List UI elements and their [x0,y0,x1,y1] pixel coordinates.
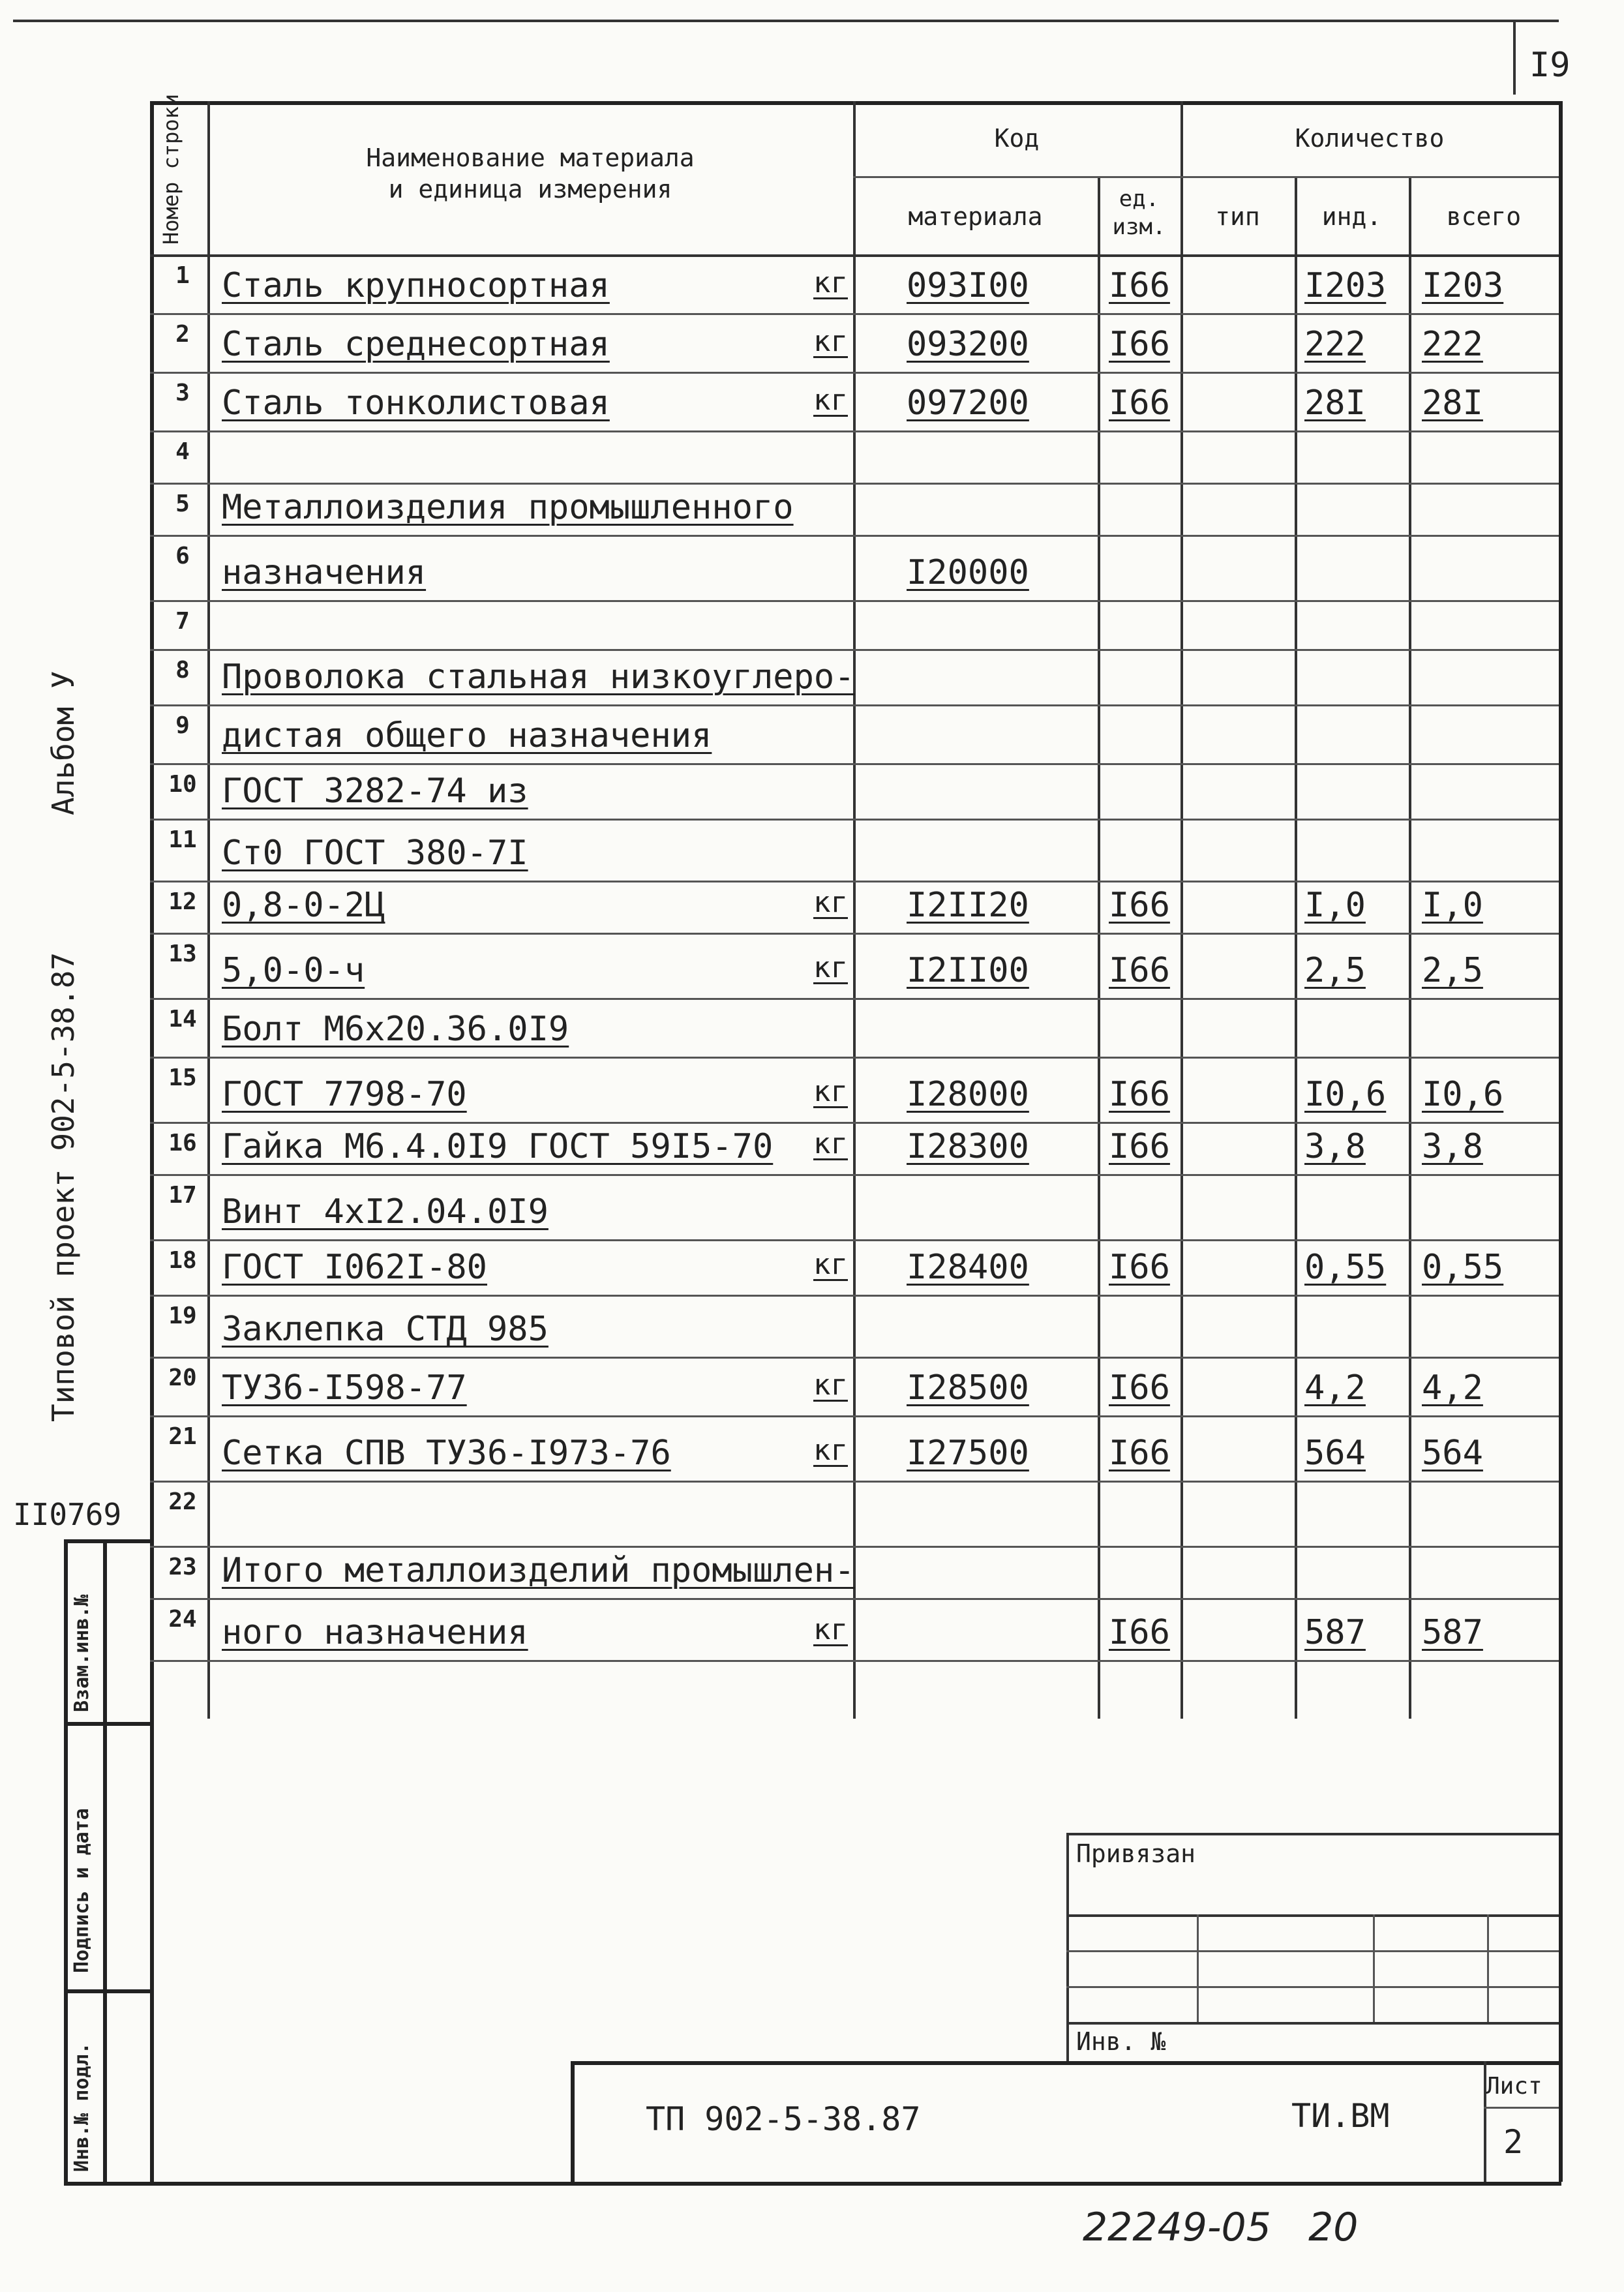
page-number: I9 [1529,46,1571,85]
stamp-line-3 [1066,1986,1559,1988]
qty-total: 4,2 [1422,1368,1483,1408]
project-label: Типовой проект 902-5-38.87 [46,952,81,1422]
row-number: 10 [168,771,197,798]
doc-mark: ТИ.ВМ [1291,2097,1390,2135]
header-quantity: Количество [1295,124,1445,153]
footer-number: 22249-05 20 [1083,2205,1359,2250]
material-code: 097200 [907,384,1029,423]
row-number: 11 [168,826,197,853]
material-name: Сетка СПВ ТУ36-I973-76 [222,1434,671,1473]
unit-label: кг [813,1248,848,1281]
vzam-label: Взам.инв.№ [70,1594,93,1712]
material-name: 0,8-0-2Ц [222,886,385,925]
row-separator [150,819,1559,821]
row-separator [150,313,1559,315]
podpis-label: Подпись и дата [70,1808,93,1973]
unit-label: кг [813,886,848,919]
qty-ind: I203 [1304,266,1387,305]
row-separator [150,763,1559,765]
material-name: Гайка М6.4.0I9 ГОСТ 59I5-70 [222,1127,774,1166]
stamp-line-2 [1066,1950,1559,1952]
material-name: Сталь тонколистовая [222,384,610,423]
material-code: 093I00 [907,266,1029,305]
material-code: I2II20 [907,886,1029,925]
row-number: 24 [168,1606,197,1633]
stamp-col-left [64,1539,68,2182]
unit-label: кг [813,1127,848,1160]
qty-ind: 4,2 [1304,1368,1366,1408]
stamp-line-1 [1066,1914,1559,1917]
row-separator [150,1598,1559,1600]
unit-code: I66 [1109,951,1170,990]
row-separator [150,372,1559,374]
col-line-name [853,101,856,1719]
row-separator [150,483,1559,485]
qty-total: I203 [1422,266,1504,305]
stamp-vline-1 [1197,1914,1199,2022]
row-separator [150,1415,1559,1417]
material-name: ГОСТ I062I-80 [222,1248,487,1287]
row-number: 9 [175,712,190,739]
stamp-left [1066,1833,1069,2061]
qty-ind: 3,8 [1304,1127,1366,1166]
qty-ind: 587 [1304,1613,1366,1652]
row-number: 19 [168,1303,197,1329]
material-name: ГОСТ 3282-74 из [222,772,528,811]
sheet-label: Лист [1486,2073,1542,2100]
qty-ind: 28I [1304,384,1366,423]
col-line-code [1098,176,1100,1719]
header-qty-type: тип [1215,202,1260,231]
qty-total: 2,5 [1422,951,1483,990]
stamp-vline-2 [1373,1914,1375,2022]
material-name: Сталь среднесортная [222,325,610,364]
inv-podl-label: Инв.№ подл. [70,2042,93,2172]
row-number: 21 [168,1423,197,1450]
row-separator [150,1174,1559,1176]
row-separator [150,535,1559,537]
header-qty-ind: инд. [1321,202,1382,231]
header-code: Код [994,124,1040,153]
material-name: дистая общего назначения [222,716,712,755]
row-number: 20 [168,1365,197,1391]
unit-code: I66 [1109,266,1170,305]
stamp-privyazan: Привязан [1076,1839,1196,1868]
header-name-1: Наименование материала [366,143,695,172]
material-name: Итого металлоизделий промышлен- [222,1551,855,1590]
material-name: назначения [222,553,427,592]
material-name: Заклепка СТД 985 [222,1310,549,1349]
unit-label: кг [813,1613,848,1646]
header-bottom [150,254,1559,257]
title-block-top [571,2061,1559,2065]
header-subline [853,176,1559,178]
row-separator [150,1357,1559,1359]
row-number: 23 [168,1554,197,1580]
qty-total: 28I [1422,384,1483,423]
qty-total: 587 [1422,1613,1483,1652]
doc-code: ТП 902-5-38.87 [646,2100,921,2138]
row-number: 13 [168,941,197,967]
qty-ind: I0,6 [1304,1075,1387,1114]
frame-right [1559,101,1563,2182]
header-row-no: Номер строки [158,93,183,245]
qty-ind: 222 [1304,325,1366,364]
qty-total: I,0 [1422,886,1483,925]
header-code-unit-1: ед. [1119,186,1160,212]
row-number: 12 [168,888,197,915]
unit-label: кг [813,266,848,299]
row-separator [150,1057,1559,1059]
col-line-unit [1180,101,1183,1719]
row-separator [150,998,1559,1000]
qty-total: 3,8 [1422,1127,1483,1166]
unit-code: I66 [1109,1368,1170,1408]
stamp-col-top [64,1539,153,1543]
qty-total: I0,6 [1422,1075,1504,1114]
stamp-col-div1 [64,1722,153,1726]
sheet-cell-divider [1484,2107,1559,2109]
album-label: Альбом У [46,671,81,815]
material-code: I20000 [907,553,1029,592]
unit-code: I66 [1109,1248,1170,1287]
stamp-col-bottom [64,2182,153,2186]
top-border [13,20,1559,22]
row-number: 4 [175,438,190,465]
header-code-unit-2: изм. [1112,214,1166,240]
material-name: Сталь крупносортная [222,266,610,305]
row-number: 6 [175,543,190,569]
qty-ind: 2,5 [1304,951,1366,990]
stamp-col-div2 [64,1989,153,1993]
qty-ind: 564 [1304,1434,1366,1473]
material-code: 093200 [907,325,1029,364]
row-separator [150,649,1559,651]
material-name: ГОСТ 7798-70 [222,1075,467,1114]
unit-code: I66 [1109,384,1170,423]
row-number: 5 [175,490,190,517]
material-code: I27500 [907,1434,1029,1473]
material-name: ного назначения [222,1613,528,1652]
title-block-left [571,2061,575,2182]
row-separator [150,430,1559,432]
row-separator [150,1481,1559,1483]
row-number: 7 [175,608,190,635]
row-separator [150,1295,1559,1297]
stamp-inv-no: Инв. № [1076,2027,1166,2056]
qty-ind: I,0 [1304,886,1366,925]
material-name: Ст0 ГОСТ 380-7I [222,834,528,873]
unit-code: I66 [1109,1075,1170,1114]
row-separator [150,1239,1559,1241]
unit-label: кг [813,951,848,984]
frame-left [150,101,154,2182]
qty-total: 564 [1422,1434,1483,1473]
stamp-top [1066,1833,1559,1835]
row-number: 14 [168,1006,197,1033]
row-separator [150,1122,1559,1124]
material-code: I28400 [907,1248,1029,1287]
col-line-type [1295,176,1297,1719]
qty-total: 0,55 [1422,1248,1504,1287]
row-number: 15 [168,1064,197,1091]
material-name: Винт 4хI2.04.0I9 [222,1192,549,1231]
stamp-line-4 [1066,2022,1559,2025]
row-separator [150,704,1559,706]
material-name: 5,0-0-ч [222,951,365,990]
header-code-material: материала [908,202,1043,231]
header-name-2: и единица измерения [388,175,672,204]
unit-label: кг [813,1368,848,1402]
header-qty-total: всего [1446,202,1522,231]
material-code: I2II00 [907,951,1029,990]
row-separator [150,600,1559,602]
unit-label: кг [813,384,848,417]
row-number: 1 [175,262,190,289]
unit-label: кг [813,325,848,358]
unit-label: кг [813,1075,848,1108]
qty-ind: 0,55 [1304,1248,1387,1287]
inv-number: II0769 [13,1497,122,1532]
material-name: Проволока стальная низкоуглеро- [222,657,855,697]
sheet-number: 2 [1503,2123,1524,2161]
row-number: 22 [168,1488,197,1515]
material-name: ТУ36-I598-77 [222,1368,467,1408]
row-number: 8 [175,657,190,684]
row-separator [150,1660,1559,1662]
row-number: 3 [175,380,190,406]
page-num-divider [1513,20,1516,95]
material-code: I28500 [907,1368,1029,1408]
material-code: I28000 [907,1075,1029,1114]
row-number: 17 [168,1182,197,1209]
unit-code: I66 [1109,325,1170,364]
unit-label: кг [813,1434,848,1467]
stamp-vline-3 [1487,1914,1489,2022]
row-separator [150,881,1559,882]
row-number: 16 [168,1130,197,1156]
row-number: 2 [175,321,190,348]
row-number: 18 [168,1247,197,1274]
row-separator [150,933,1559,935]
col-line-ind [1409,176,1411,1719]
qty-total: 222 [1422,325,1483,364]
stamp-col-right [103,1539,107,2182]
unit-code: I66 [1109,886,1170,925]
material-name: Металлоизделия промышленного [222,488,794,527]
material-code: I28300 [907,1127,1029,1166]
material-name: Болт М6х20.36.0I9 [222,1010,569,1049]
frame-bottom [150,2182,1561,2186]
unit-code: I66 [1109,1127,1170,1166]
row-separator [150,1546,1559,1548]
unit-code: I66 [1109,1434,1170,1473]
unit-code: I66 [1109,1613,1170,1652]
